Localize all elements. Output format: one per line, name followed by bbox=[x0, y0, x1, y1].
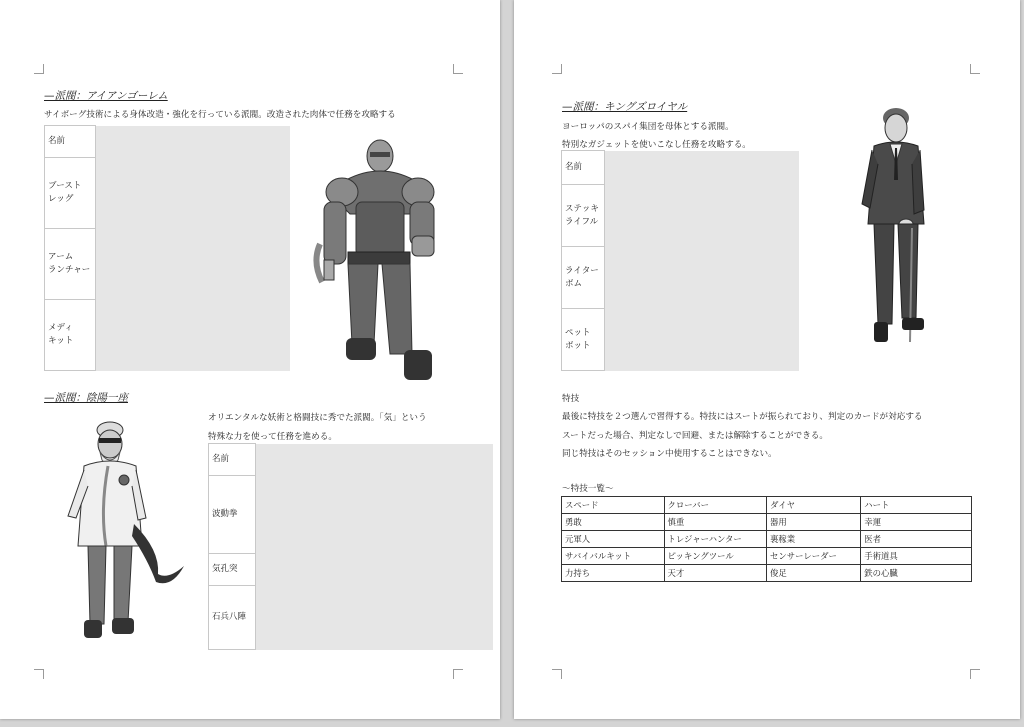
sheet-label: ライター ボム bbox=[562, 247, 605, 309]
sheet-entry-area[interactable] bbox=[256, 444, 494, 650]
sheet-label: メディ キット bbox=[45, 300, 96, 371]
sheet-label: ペット ボット bbox=[562, 309, 605, 371]
left-page bbox=[0, 0, 500, 719]
crop-mark bbox=[970, 64, 980, 74]
faction-description-onmyo-line-1: オリエンタルな妖術と格闘技に秀でた派閥。「気」という bbox=[208, 413, 427, 423]
sheet-label: 名前 bbox=[562, 151, 605, 185]
character-sheet-iron-golem bbox=[44, 125, 290, 371]
sheet-label: 名前 bbox=[45, 126, 96, 158]
crop-mark bbox=[552, 669, 562, 679]
sheet-label: ブースト レッグ bbox=[45, 158, 96, 229]
table-header-cell: ダイヤ bbox=[767, 497, 861, 514]
table-cell: トレジャーハンター bbox=[664, 531, 767, 548]
sheet-label: 波動拳 bbox=[209, 476, 256, 554]
table-cell: 力持ち bbox=[562, 565, 665, 582]
table-cell: ピッキングツール bbox=[664, 548, 767, 565]
faction-description-kings-royal-line-2: 特別なガジェットを使いこなし任務を攻略する。 bbox=[562, 140, 751, 150]
table-cell: 慎重 bbox=[664, 514, 767, 531]
sheet-label: 石兵八陣 bbox=[209, 586, 256, 650]
faction-description-kings-royal-line-1: ヨーロッパのスパイ集団を母体とする派閥。 bbox=[562, 122, 734, 132]
character-sheet-kings-royal bbox=[561, 150, 799, 371]
sheet-label: ステッキ ライフル bbox=[562, 185, 605, 247]
sheet-label: 気孔突 bbox=[209, 554, 256, 586]
table-cell: 器用 bbox=[767, 514, 861, 531]
crop-mark bbox=[453, 669, 463, 679]
table-cell: センサーレーダー bbox=[767, 548, 861, 565]
faction-heading-onmyo: —派閥：陰陽一座 bbox=[44, 392, 128, 404]
crop-mark bbox=[34, 64, 44, 74]
table-cell: 元軍人 bbox=[562, 531, 665, 548]
table-row bbox=[562, 531, 972, 548]
table-header-cell: スペード bbox=[562, 497, 665, 514]
table-row bbox=[562, 565, 972, 582]
sheet-label: アーム ランチャー bbox=[45, 229, 96, 300]
character-sheet-onmyo bbox=[208, 443, 493, 650]
faction-description-iron-golem: サイボーグ技術による身体改造・強化を行っている派閥。改造された肉体で任務を攻略する bbox=[44, 110, 396, 120]
crop-mark bbox=[970, 669, 980, 679]
crop-mark bbox=[552, 64, 562, 74]
skill-list-table bbox=[561, 496, 972, 582]
martial-artist-character-illustration bbox=[60, 420, 192, 650]
table-cell: 手術道具 bbox=[861, 548, 972, 565]
crop-mark bbox=[34, 669, 44, 679]
faction-description-onmyo-line-2: 特殊な力を使って任務を進める。 bbox=[208, 432, 337, 442]
faction-heading-iron-golem: —派閥：アイアンゴーレム bbox=[44, 90, 168, 102]
table-cell: 天才 bbox=[664, 565, 767, 582]
table-row bbox=[562, 514, 972, 531]
right-page bbox=[514, 0, 1020, 719]
table-row bbox=[562, 497, 972, 514]
table-cell: 勇敢 bbox=[562, 514, 665, 531]
sheet-label: 名前 bbox=[209, 444, 256, 476]
special-skills-line-3: 同じ特技はそのセッション中使用することはできない。 bbox=[562, 449, 777, 459]
gentleman-spy-character-illustration bbox=[858, 104, 940, 354]
table-header-cell: ハート bbox=[861, 497, 972, 514]
sheet-entry-area[interactable] bbox=[605, 151, 800, 371]
table-header-cell: クローバー bbox=[664, 497, 767, 514]
special-skills-line-1: 最後に特技を２つ選んで習得する。特技にはスートが振られており、判定のカードが対応する bbox=[562, 412, 923, 422]
table-row bbox=[562, 548, 972, 565]
table-cell: 俊足 bbox=[767, 565, 861, 582]
crop-mark bbox=[453, 64, 463, 74]
table-cell: サバイバルキット bbox=[562, 548, 665, 565]
special-skills-title: 特技 bbox=[562, 394, 580, 404]
table-cell: 医者 bbox=[861, 531, 972, 548]
skill-list-title: 〜特技一覧〜 bbox=[562, 484, 614, 494]
table-cell: 裏稼業 bbox=[767, 531, 861, 548]
cyborg-character-illustration bbox=[312, 132, 446, 388]
faction-heading-kings-royal: —派閥：キングズロイヤル bbox=[562, 101, 688, 113]
sheet-entry-area[interactable] bbox=[96, 126, 291, 371]
special-skills-line-2: スートだった場合、判定なしで回避、または解除することができる。 bbox=[562, 431, 828, 441]
table-cell: 鉄の心臓 bbox=[861, 565, 972, 582]
table-cell: 幸運 bbox=[861, 514, 972, 531]
